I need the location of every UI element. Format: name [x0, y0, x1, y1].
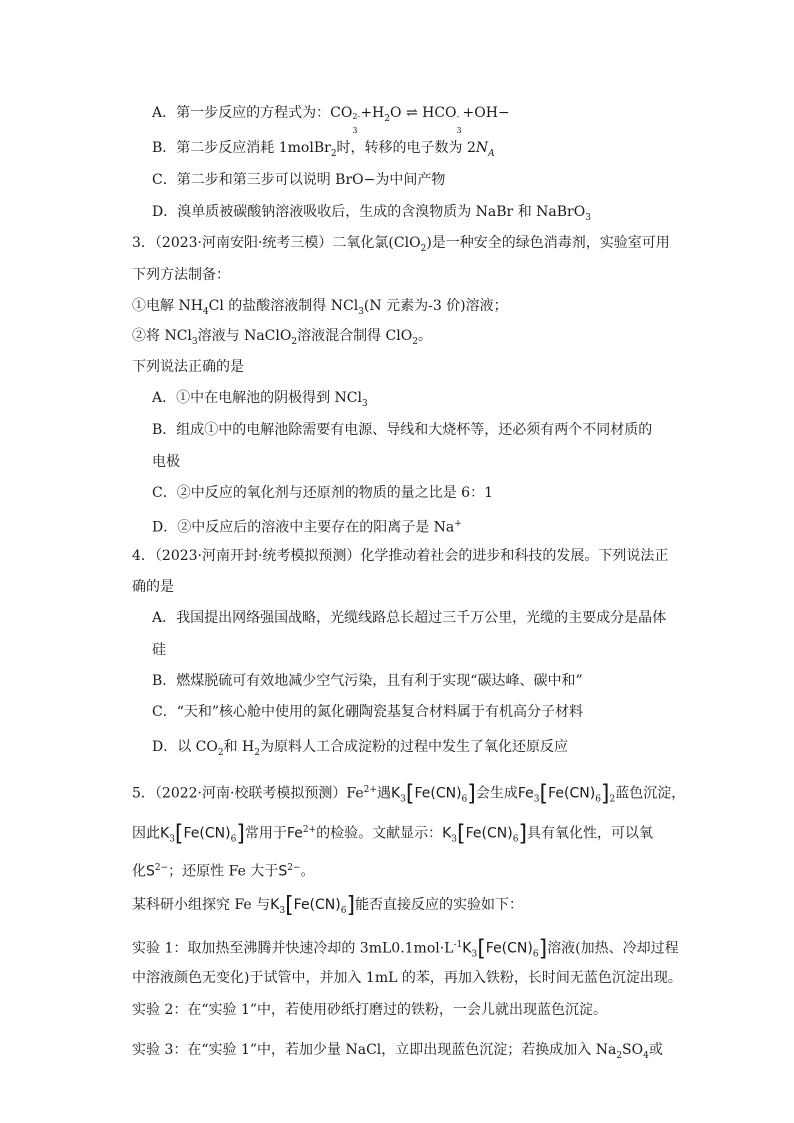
q3-step1: ①电解 $NH_4Cl$ 的盐酸溶液制得 NCl$_3$(N 元素为-3 价)溶液； [132, 298, 508, 317]
q5-line2: 因此$K_3[Fe(CN)_6]$常用于$Fe^{2+}$的检验。文献显示：$K_3[Fe(CN)_6]$具有氧化性，可以氧 [132, 821, 654, 847]
q2-option-b: B．第二步反应消耗 1molBr$_2$时，转移的电子数为 $2N_A$ [152, 140, 495, 159]
q3-option-b-line2: 电极 [152, 454, 180, 470]
q5-experiment2: 实验 2：在“实验 1”中，若使用砂纸打磨过的铁粉，一会儿就出现蓝色沉淀。 [132, 1002, 608, 1018]
q3-stem-line2: 下列方法制备： [132, 267, 230, 283]
q4-option-a-line1: A．我国提出网络强国战略，光缆线路总长超过三千万公里，光缆的主要成分是晶体 [152, 610, 667, 626]
q4-option-c: C．“天和”核心舱中使用的氮化硼陶瓷基复合材料属于有机高分子材料 [152, 704, 584, 720]
q3-option-d: D．②中反应后的溶液中主要存在的阳离子是 Na+ [152, 519, 462, 536]
q5-line4: 某科研小组探究 Fe 与$K_3[Fe(CN)_6]$能否直接反应的实验如下： [132, 893, 524, 918]
q3-option-a: A．①中在电解池的阴极得到 NCl$_3$ [152, 390, 368, 409]
q3-option-c: C．②中反应的氧化剂与还原剂的物质的量之比是 6：1 [152, 485, 493, 501]
q3-step2: ②将 NCl$_3$溶液与 NaClO$_2$溶液混合制得 ClO$_2$。 [132, 328, 432, 347]
q4-stem-line1: 4．（2023·河南开封·统考模拟预测）化学推动着社会的进步和科技的发展。下列说法正 [132, 548, 669, 564]
q3-option-b-line1: B．组成①中的电解池除需要有电源、导线和大烧杯等，还必须有两个不同材质的 [152, 422, 653, 438]
q4-option-d: D．以 $CO_2$和 $H_2$为原料人工合成淀粉的过程中发生了氧化还原反应 [152, 739, 569, 758]
q5-experiment3: 实验 3：在“实验 1”中，若加少量 NaCl，立即出现蓝色沉淀；若换成加入 $Na_2SO_4$或 [132, 1042, 663, 1061]
q2-option-d: D．溴单质被碳酸钠溶液吸收后，生成的含溴物质为 NaBr 和 NaBrO$_3$ [152, 204, 591, 223]
q4-option-b: B．燃煤脱硫可有效地减少空气污染，且有利于实现“碳达峰、碳中和” [152, 673, 583, 689]
q4-option-a-line2: 硅 [152, 642, 166, 658]
q2-option-c: C．第二步和第三步可以说明 BrO−为中间产物 [152, 172, 446, 188]
q5-line1: 5．（2022·河南·校联考模拟预测）$Fe^{2+}$遇$K_3[Fe(CN)_6]$会生成$Fe_3[Fe(CN)_6]_2$蓝色沉淀， [132, 781, 686, 807]
q3-ask: 下列说法正确的是 [132, 359, 244, 375]
q2-option-a: A．第一步反应的方程式为：CO 2- 3 $+H_2O$ ⇌ HCO - 3 +OH− [152, 105, 510, 135]
q5-line3: 化$S^{2-}$；还原性 Fe 大于$S^{2-}$。 [132, 863, 315, 880]
equilibrium-arrow-icon: ⇌ [405, 105, 418, 121]
q3-stem-line1: 3．（2023·河南安阳·统考三模）二氧化氯(ClO$_2$)是一种安全的绿色消毒剂，实验室可用 [132, 235, 670, 254]
q5-experiment1-line1: 实验 1：取加热至沸腾并快速冷却的 $3mL0.1mol\cdot L^{-1}K_3[Fe(CN)_6]$溶液(加热、冷却过程 [132, 936, 679, 962]
q4-stem-line2: 确的是 [132, 579, 174, 595]
q5-experiment1-line2: 中溶液颜色无变化)于试管中，并加入 1mL 的苯，再加入铁粉，长时间无蓝色沉淀出现。 [132, 970, 682, 986]
